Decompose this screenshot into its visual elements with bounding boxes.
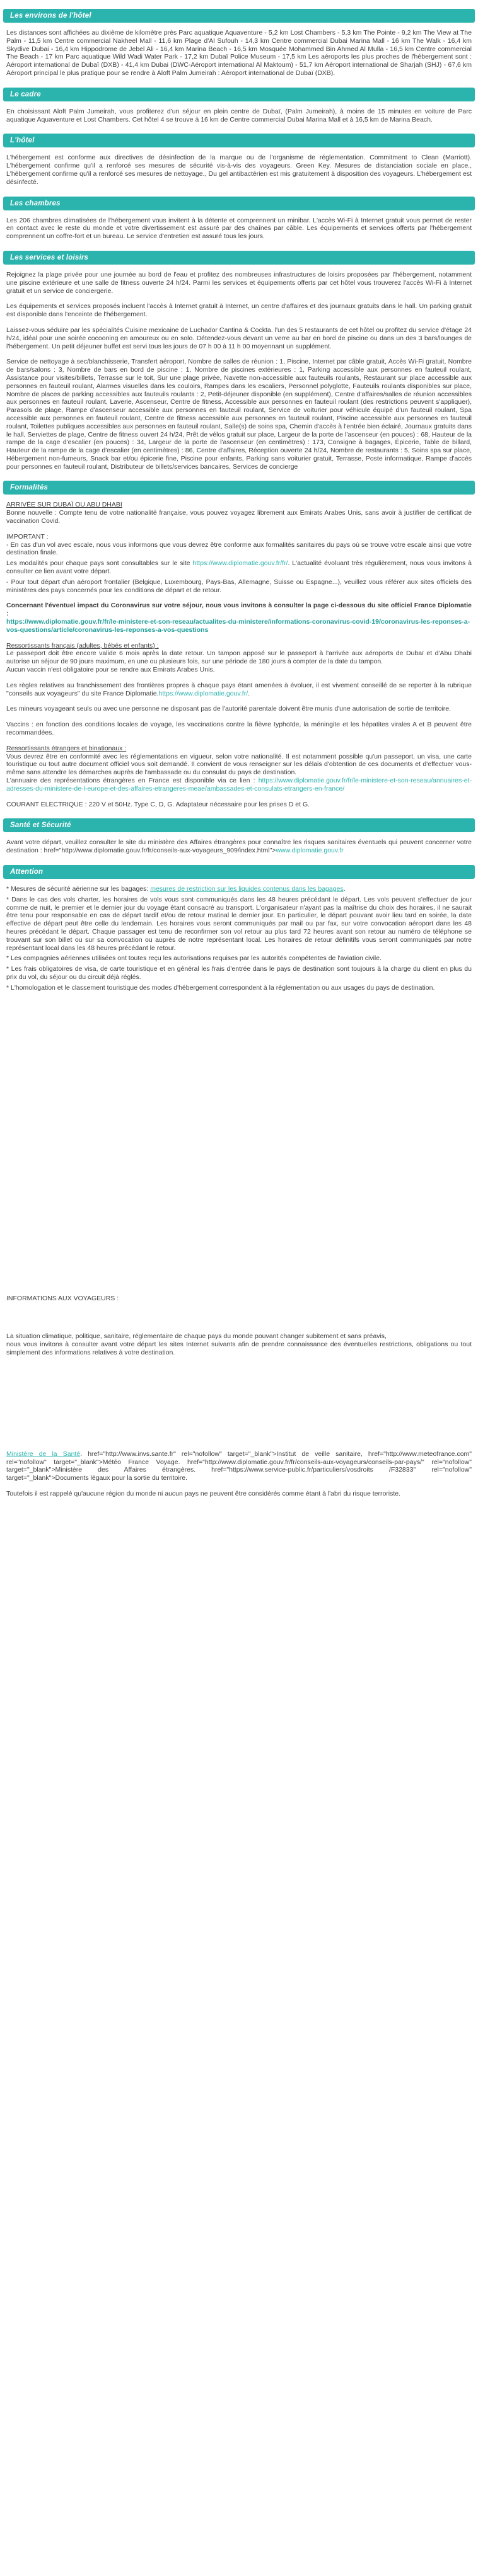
paragraph-no-vaccine: Aucun vaccin n'est obligatoire pour se rendre aux Emirats Arabes Unis. — [6, 666, 215, 674]
text-segment: . L'actualité évoluant très régulièrement, nous vous invitons à consulter ce lien avant votre départ. — [6, 559, 472, 576]
paragraph-passport: Le passeport doit être encore valide 6 mois après la date retour. Un tampon apposé sur le passeport à l'arrivée aux aéroports de Dubaï et d'Abu Dhabi autorise un séjour de 90 jours maximum, en une ou plusieurs fois, sur une période de 180 jours à compter de la date du tampon. — [6, 650, 472, 666]
section-header-hotel: L'hôtel — [3, 134, 475, 147]
paragraph-vaccines: Vaccins : en fonction des conditions locales de voyage, les vaccinations contre la fièvre typhoïde, la méningite et les hépatites virales A et B peuvent être recommandées. — [6, 721, 472, 737]
section-cadre — [0, 88, 478, 124]
paragraph-border-rules — [6, 682, 472, 698]
paragraph-distances: Les distances sont affichées au dixième de kilomètre près Parc aquatique Aquaventure - 5,2 km Lost Chambers - 5,3 km The Pointe - 9,2 km The View at The Palm - 11,5 km Centre commercial Nakheel Mall - 11,6 km Plage d'Al Sufouh - 14,3 km Centre commercial Dubai Marina Mall - 16 km The Walk - 16,4 km Skydive Dubai - 16,4 km Hippodrome de Jebel Ali - 16,4 km Marina Beach - 16,5 km Mosquée Mohammed Bin Ahmed Al Mulla - 16,5 km Centre commercial The Beach - 17 km Parc aquatique Wild Wadi Water Park - 17,2 km Dubaï Police Museum - 17,5 km Les aéroports les plus proches de l'hébergement sont : Aéroport international de Dubaï (DXB) - 41,4 km Dubai (DWC-Aéroport international Al Maktoum) - 51,7 km Aéroport international de Sharjah (SHJ) - 67,6 km Aéroport principal le plus pratique pour se rendre à Aloft Palm Jumeirah : Aéroport international de Dubaï (DXB). — [6, 29, 472, 77]
section-content-formalites — [6, 501, 472, 808]
inline-link[interactable]: www.diplomatie.gouv.fr — [276, 847, 344, 855]
section-content-attention — [6, 885, 472, 1498]
section-header-services: Les services et loisirs — [3, 251, 475, 265]
paragraph-travelers-info-heading: INFORMATIONS AUX VOYAGEURS : — [6, 1294, 119, 1302]
paragraph-health-advice — [6, 839, 472, 855]
paragraph-covid-notice — [6, 602, 472, 618]
paragraph-french-nationals-heading — [6, 642, 472, 650]
paragraph-important-heading: IMPORTANT : — [6, 532, 49, 541]
section-hotel — [0, 134, 478, 186]
paragraph-dining: Laissez-vous séduire par les spécialités Cuisine mexicaine de Luchador Cantina & Cockta. l'un des 5 restaurants de cet hôtel ou profitez du service d'étage 24 h/24, idéal pour une soirée cocooning en amoureux ou en solo. Détendez-vous devant un verre au bar en bord de piscine ou dans un des 3 bars/lounges de l'hébergement. Un petit déjeuner buffet est servi tous les jours de 07 h 00 à 11 h 00 moyennant un supplément. — [6, 326, 472, 350]
inline-link[interactable]: https://www.diplomatie.gouv.fr/ — [158, 689, 248, 697]
inline-link[interactable]: mesures de restriction sur les liquides contenus dans les bagages — [150, 884, 344, 893]
text-segment: Ressortissants étrangers et binationaux : — [6, 744, 127, 752]
text-segment: Ressortissants français (adultes, bébés et enfants) : — [6, 641, 159, 650]
text-segment: . — [343, 884, 346, 893]
text-segment: L'annuaire des représentations étrangères en France est disponible via ce lien : — [6, 777, 259, 784]
paragraph-situation-line2: nous vous invitons à consulter avant votre départ les sites Internet suivants afin de prendre connaissance des éventuelles restrictions, obligations ou tout simplement des informations relatives à votre destination. — [6, 1341, 472, 1356]
section-attention — [0, 865, 478, 1498]
paragraph-modalites — [6, 559, 472, 576]
paragraph-stopover: - En cas d'un vol avec escale, nous vous informons que vous devrez être conforme aux formalités sanitaires du pays où se trouve votre escale ainsi que votre destination finale. — [6, 541, 472, 557]
section-header-attention: Attention — [3, 865, 475, 879]
text-segment: Les règles relatives au franchissement des frontières propres à chaque pays étant amenées à évoluer, il est vivement conseillé de se reporter à la rubrique "conseils aux voyageurs" du site France Diplomatie. — [6, 681, 472, 697]
paragraph-foreign-nationals-heading — [6, 745, 472, 753]
paragraph-setting: En choisissant Aloft Palm Jumeirah, vous profiterez d'un séjour en plein centre de Dubaï, (Palm Jumeirah), à moins de 15 minutes en voiture de Parc aquatique Aquaventure et Lost Chambers. Cet hôtel 4 se trouve à 16 km de Centre commercial Dubai Marina Mall et à 16,5 km de Marina Beach. — [6, 107, 472, 123]
section-content-sante — [6, 839, 472, 855]
section-header-chambres: Les chambres — [3, 197, 475, 210]
paragraph-visa-fees: * Les frais obligatoires de visa, de carte touristique et en général les frais d'entrée dans le pays de destination sont toujours à la charge du client en plus du prix du vol, du séjour ou du circuit déjà réglés. — [6, 965, 472, 981]
paragraph-hotel: L'hébergement est conforme aux directives de désinfection de la marque ou de l'organisme de réglementation. Commitment to Clean (Marriott). L'hébergement confirme qu'il a renforcé ses mesures de sécurité vis-à-vis des voyageurs. Green Key. Mesures de distanciation sociale en place., L'hébergement confirme qu'il a renforcé ses mesures de nettoyage., Du gel antibactérien est mis gratuitement à disposition des voyageurs. L'hébergement est désinfecté. — [6, 154, 472, 186]
paragraph-situation-line1: La situation climatique, politique, sanitaire, réglementaire de chaque pays du monde pouvant changer subitement et sans préavis, — [6, 1332, 387, 1341]
paragraph-border-airport: - Pour tout départ d'un aéroport frontalier (Belgique, Luxembourg, Pays-Bas, Allemagne, Suisse ou Espagne...), veuillez vous référer aux sites officiels des ministères des pays concernés pour les conditions de départ et de retour. — [6, 578, 472, 594]
paragraph-covid-link — [6, 618, 472, 634]
inline-link[interactable]: https://www.diplomatie.gouv.fr/fr/le-ministere-et-son-reseau/actualites-du-ministere/informations-coronavirus-covid-19/coronavirus-les-reponses-a-vos-questions/article/coronavirus-les-reponses-a-vos-questions — [6, 618, 470, 634]
section-sante — [0, 818, 478, 855]
text-segment: * Mesures de sécurité aérienne sur les bagages: — [6, 884, 151, 893]
paragraph-minors: Les mineurs voyageant seuls ou avec une personne ne disposant pas de l'autorité parentale doivent être munis d'une autorisation de sortie de territoire. — [6, 705, 452, 713]
paragraph-classification: * L'homologation et le classement touristique des modes d'hébergement correspondent à la réglementation ou aux usages du pays de destination. — [6, 983, 435, 992]
section-formalites — [0, 481, 478, 808]
paragraph-electricity: COURANT ELECTRIQUE : 220 V et 50Hz. Type C, D, G. Adaptateur nécessaire pour les prises D et G. — [6, 800, 310, 808]
paragraph-embassies-directory — [6, 777, 472, 793]
section-content-hotel — [6, 154, 472, 186]
paragraph-foreign-nationals: Vous devrez être en conformité avec les réglementations en vigueur, selon votre nationalité. Il est notamment possible qu'un passeport, un visa, une carte touristique ou tout autre document officiel vous soit demandé. Il convient de vous renseigner sur les délais d'obtention de ces documents et d'effectuer vous-même sans attendre les démarches auprès de l'ambassade ou du consulat du pays de destination. — [6, 752, 472, 777]
text-segment: Les modalités pour chaque pays sont consultables sur le site — [6, 559, 193, 568]
text-segment: . — [248, 689, 250, 697]
section-header-surroundings: Les environs de l'hôtel — [3, 9, 475, 23]
inline-link[interactable]: Ministère de la Santé — [6, 1450, 81, 1458]
section-header-sante: Santé et Sécurité — [3, 818, 475, 832]
section-content-chambres — [6, 217, 472, 241]
paragraph-rooms: Les 206 chambres climatisées de l'hébergement vous invitent à la détente et comprennent un minibar. L'accès Wi-Fi à Internet gratuit vous permet de rester en contact avec le reste du monde et votre divertissement est assuré par des chaînes par câble. Les équipements et services offerts par l'hébergement comprennent un coffre-fort et un bureau. Le service d'entretien est assuré tous les jours. — [6, 216, 472, 241]
paragraph-good-news: Bonne nouvelle : Compte tenu de votre nationalité française, vous pouvez voyagez librement aux Emirats Arabes Unis, sans avoir à justifier de certificat de vaccination Covid. — [6, 509, 472, 525]
paragraph-amenities: Les équipements et services proposés incluent l'accès à Internet gratuit à Internet, un centre d'affaires et des journaux gratuits dans le hall. Un parking gratuit est disponible dans l'enceinte de l'hébergement. — [6, 302, 472, 319]
paragraph-luggage-security — [6, 885, 472, 893]
text-segment: ARRIVÉE SUR DUBAÏ OU ABU DHABI — [6, 501, 122, 509]
section-header-formalites: Formalités — [3, 481, 475, 495]
section-chambres — [0, 197, 478, 241]
paragraph-official-links — [6, 1450, 472, 1482]
section-content-services — [6, 271, 472, 471]
section-header-cadre: Le cadre — [3, 88, 475, 101]
paragraph-leisure-intro: Rejoignez la plage privée pour une journée au bord de l'eau et profitez des nombreuses infrastructures de loisirs proposées par l'hébergement, notamment une piscine extérieure et une salle de fitness ouverte 24 h/24. Parmi les services et équipements offerts par cet hôtel vous trouverez l'accès Wi-Fi à Internet gratuit et un service de conciergerie. — [6, 270, 472, 295]
inline-link[interactable]: https://www.diplomatie.gouv.fr/fr/le-ministere-et-son-reseau/annuaires-et-adresses-du-ministere-de-l-europe-et-des-affaires-etrangeres-meae/ambassades-et-consulats-etrangers-en-france/ — [6, 777, 472, 793]
paragraph-services-list: Service de nettoyage à sec/blanchisserie, Transfert aéroport, Nombre de salles de réunion : 1, Piscine, Internet par câble gratuit, Accès Wi-Fi gratuit, Nombre de bars/salons : 3, Nombre de bars en bord de piscine : 1, Nombre de piscines extérieures : 1, Parking accessible aux personnes en fauteuil roulant, Assistance pour visites/billets, Terrasse sur le toit, Sur une plage privée, Navette non-accessible aux fauteuils roulants, Restaurant sur place accessible aux personnes en fauteuil roulant, Alarmes visuelles dans les couloirs, Rampes dans les escaliers, Personnel polyglotte, Fauteuils roulants disponibles sur place, Nombre de places de parking accessibles aux fauteuils roulants : 2, Petit-déjeuner disponible (en supplément), Centre d'affaires/salles de réunion accessibles aux personnes en fauteuil roulant, Laverie, Ascenseur, Centre de fitness, Accessible aux personnes en fauteuil roulant (des restrictions peuvent s'appliquer), Parasols de plage, Rampe d'ascenseur accessible aux personnes en fauteuil roulant, Service de voiturier pour véhicule équipé d'un fauteuil roulant, Spa accessible aux personnes en fauteuil roulant, Centre de fitness accessible aux personnes en fauteuil roulant, Piscine accessible aux personnes en fauteuil roulant, Toilettes publiques accessibles aux personnes en fauteuil roulant, Salle(s) de soins spa, Chemin d'accès à l'entrée bien éclairé, Journaux gratuits dans le hall, Serviettes de plage, Centre de fitness ouvert 24 h/24, Prêt de vélos gratuit sur place, Largeur de la porte de l'ascenseur (en pouces) : 68, Hauteur de la rampe de la cage d'escalier (en pouces) : 34, Largeur de la porte de l'ascenseur (en centimètres) : 173, Consigne à bagages, Épicerie, Table de billard, Hauteur de la rampe de la cage d'escalier (en centimètres) : 86, Centre d'affaires, Réception ouverte 24 h/24, Nombre de restaurants : 5, Soins spa sur place, Hébergement non-fumeurs, Snack bar et/ou épicerie fine, Piscine pour enfants, Parking sans voiturier gratuit, Terrasse, Poste informatique, Rampe d'accès pour personnes en fauteuil roulant, Distributeur de billets/services bancaires, Services de concierge — [6, 358, 472, 471]
text-segment: Concernant l'éventuel impact du Coronavirus sur votre séjour, nous vous invitons à consulter la page ci-dessous du site officiel France Diplomatie : — [6, 602, 472, 618]
inline-link[interactable]: https://www.diplomatie.gouv.fr/fr/ — [192, 559, 288, 568]
text-segment: . href="http://www.invs.sante.fr" rel="nofollow" target="_blank">Institut de veille sanitaire, href="http://www.meteofrance.com" rel="nofollow" target="_blank">Météo France Voyage. href="http://www.diplomatie.gouv.fr/fr/conseils-aux-voyageurs/conseils-par-pays/" rel="nofollow" target="_blank">Ministère des Affaires étrangères. href="https://www.service-public.fr/particuliers/vosdroits /F32833" rel="nofollow" target="_blank">Documents légaux pour la sortie du territoire. — [6, 1450, 472, 1482]
section-content-surroundings — [6, 29, 472, 77]
paragraph-terrorism-notice: Toutefois il est rappelé qu'aucune région du monde ni aucun pays ne peuvent être considérés comme étant à l'abri du risque terroriste. — [6, 1489, 401, 1497]
paragraph-airlines: * Les compagnies aériennes utilisées ont toutes reçu les autorisations requises par les autorités compétentes de l'aviation civile. — [6, 954, 382, 963]
text-segment: Avant votre départ, veuillez consulter le site du ministère des Affaires étrangères pour connaître les risques sanitaires éventuels qui peuvent concerner votre destination : href="http://www.diplomatie.gouv.fr/fr/conseils-aux-voyageurs_909/index.html"> — [6, 839, 472, 855]
section-surroundings — [0, 9, 478, 77]
paragraph-arrival-heading — [6, 501, 472, 509]
paragraph-charter-flights: * Dans le cas des vols charter, les horaires de vols vous sont communiqués dans les 48 heures précédant le départ. Les vols peuvent s'effectuer de jour comme de nuit, le premier et le dernier jour du voyage étant consacré au transport. L'organisateur n'ayant pas la maîtrise du choix des horaires, il ne saurait être tenu pour responsable en cas de départ tardif et/ou de retour matinal le dernier jour. En particulier, le départ pouvant avoir lieu tard en soirée, la date effective de départ peut être celle du lendemain. Les horaires vous seront communiqués par mail ou par fax, sur votre convocation aéroport dans les 48 heures précédant le départ. Chaque passager est tenu de reconfirmer son vol retour au plus tard 72 heures avant son retour au numéro de téléphone se trouvant sur son billet ou sur sa convocation ou auprès de notre représentant local. Les horaires de retour définitifs vous seront communiqués par notre représentant local dans les 48 heures précédant le retour. — [6, 895, 472, 952]
section-services — [0, 251, 478, 471]
section-content-cadre — [6, 108, 472, 124]
